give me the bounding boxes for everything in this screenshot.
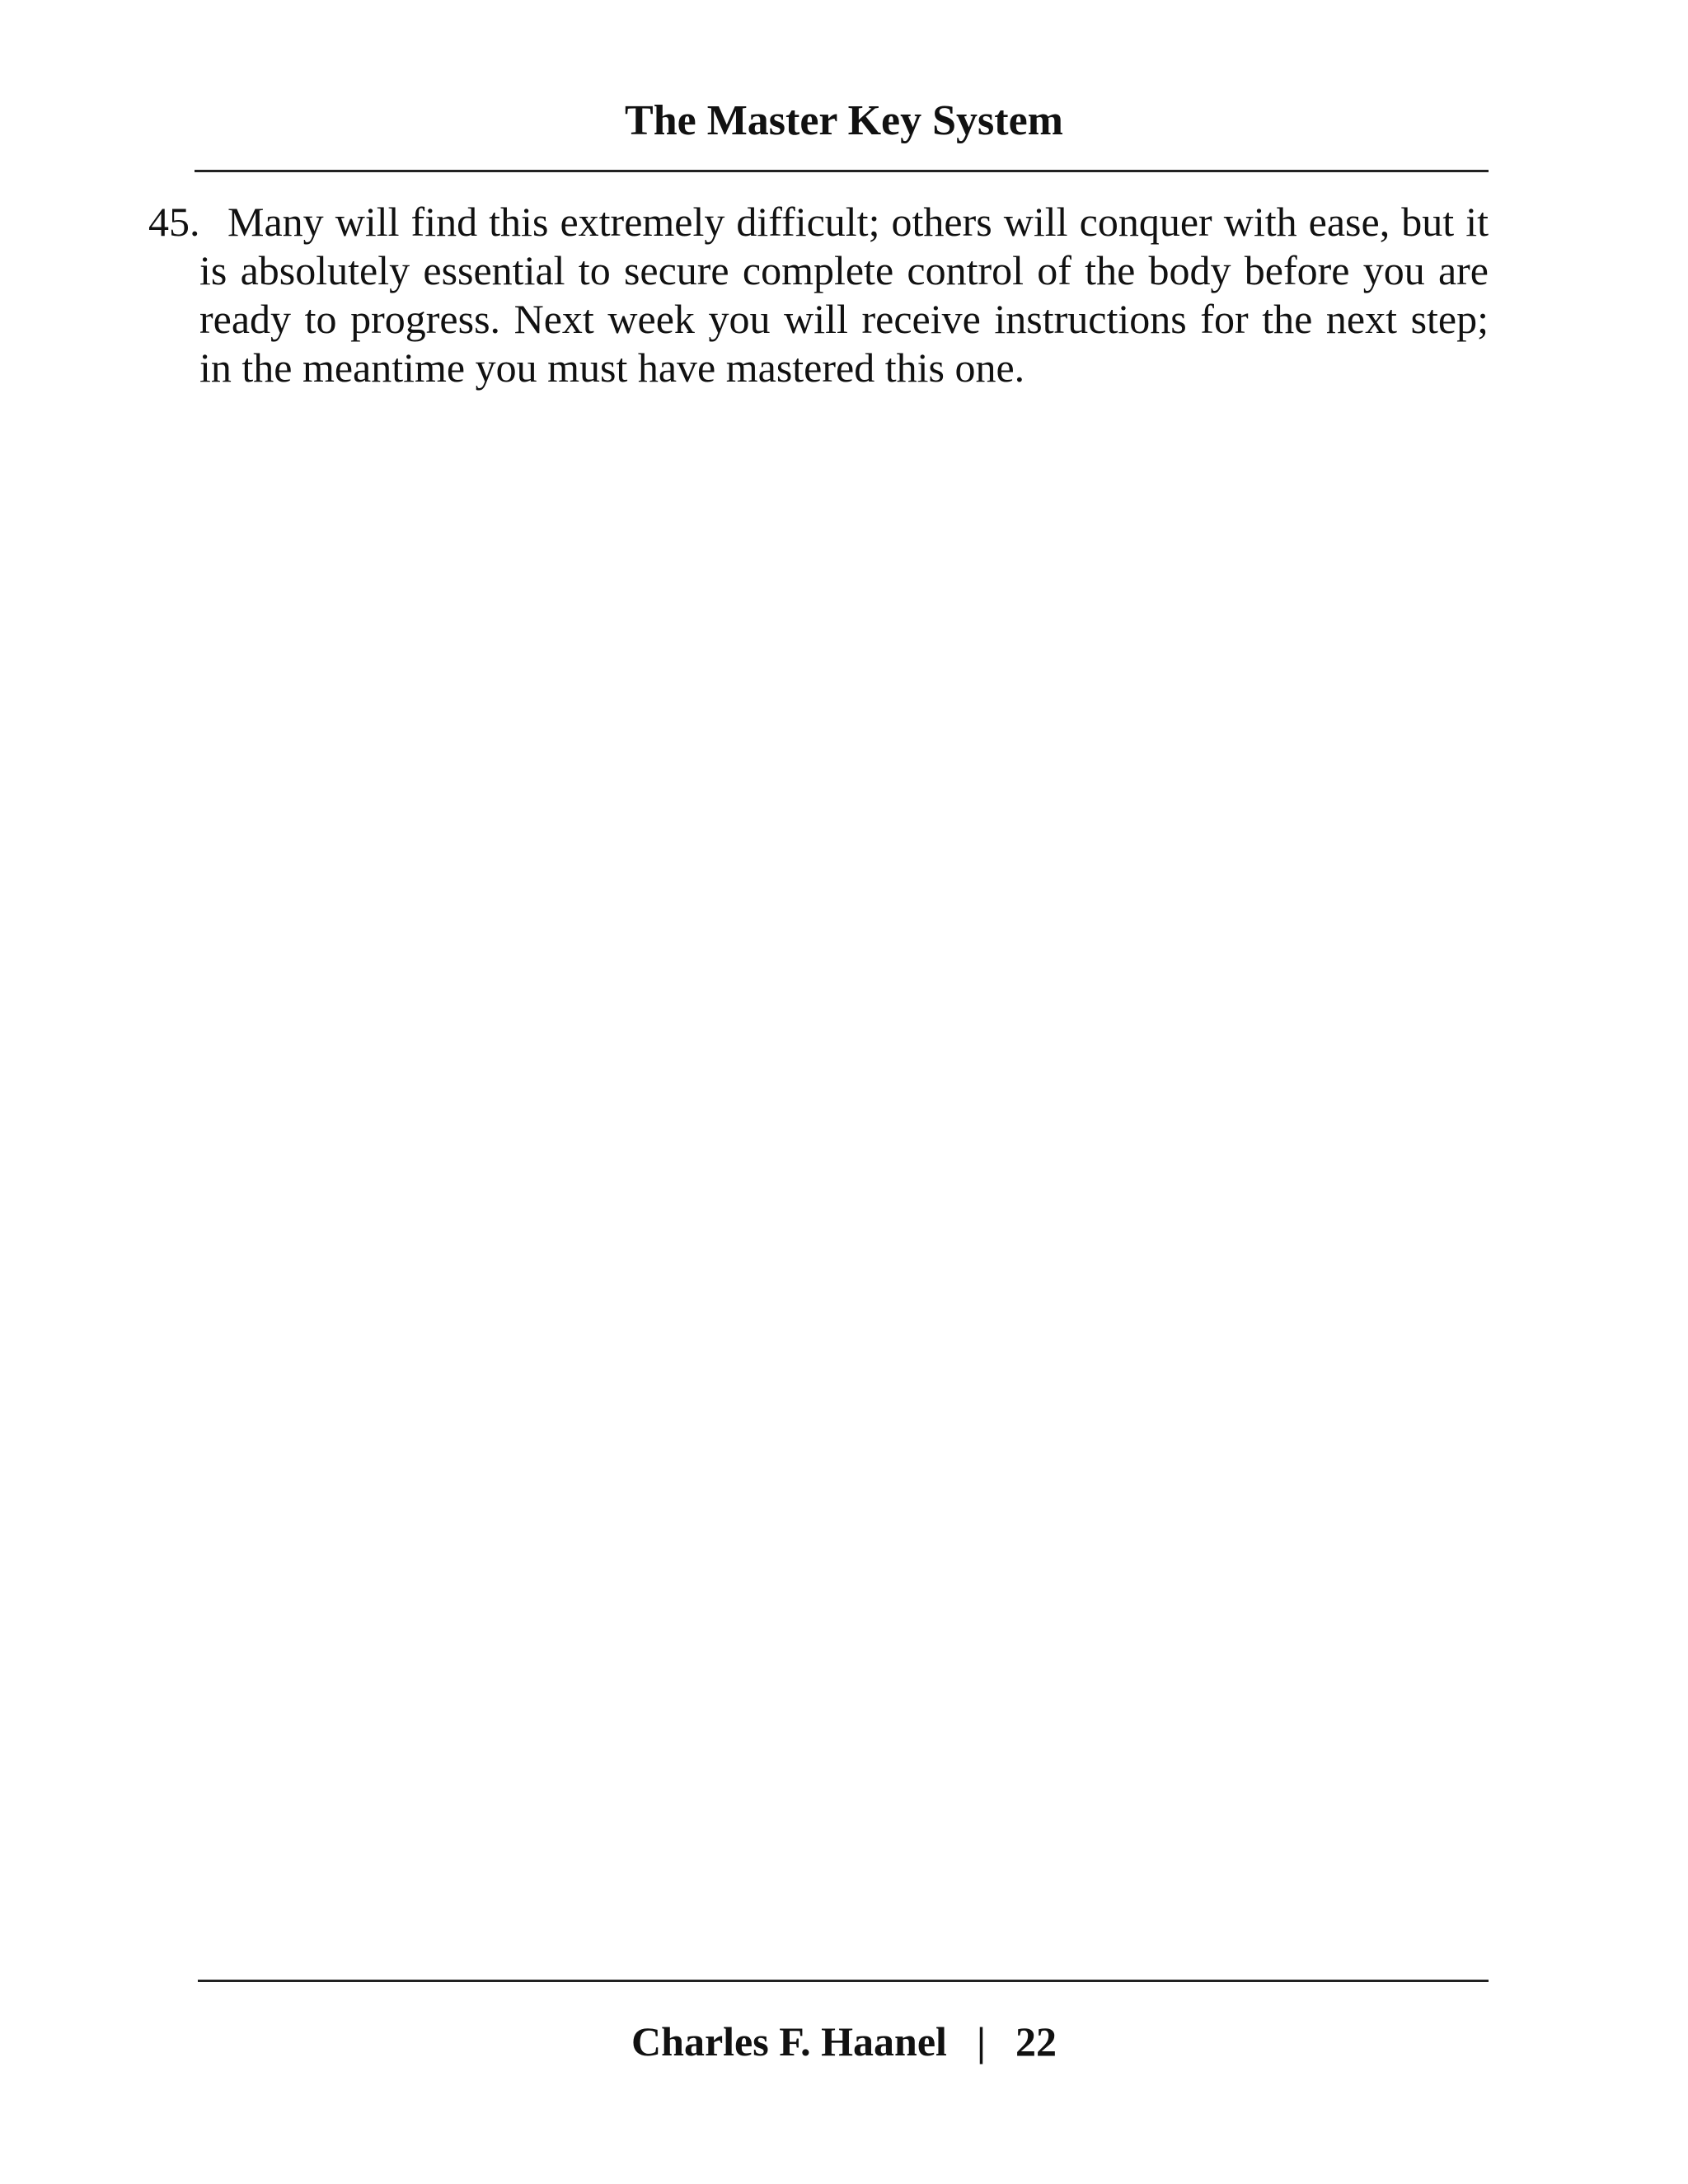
- footer-separator: |: [976, 2018, 986, 2064]
- paragraph-line-2: is absolutely essential to secure complete control of the body before you are: [199, 247, 1489, 293]
- paragraph-line-4: in the meantime you must have mastered this one.: [199, 344, 1025, 391]
- paragraph-number: 45.: [148, 199, 200, 245]
- header-divider: [195, 170, 1489, 172]
- footer-divider: [198, 1980, 1489, 1982]
- running-header-title: The Master Key System: [625, 97, 1063, 144]
- paragraph-line-3: ready to progress. Next week you will receive instructions for the next step;: [199, 296, 1489, 342]
- page-number: 22: [1015, 2018, 1057, 2064]
- numbered-paragraph: [148, 198, 1489, 392]
- paragraph-line-1: [148, 198, 1489, 246]
- paragraph-text-line: Many will find this extremely difficult; others will conquer with ease, but it: [227, 199, 1489, 245]
- footer-author: Charles F. Haanel: [631, 2018, 947, 2064]
- running-footer: [0, 2014, 1688, 2069]
